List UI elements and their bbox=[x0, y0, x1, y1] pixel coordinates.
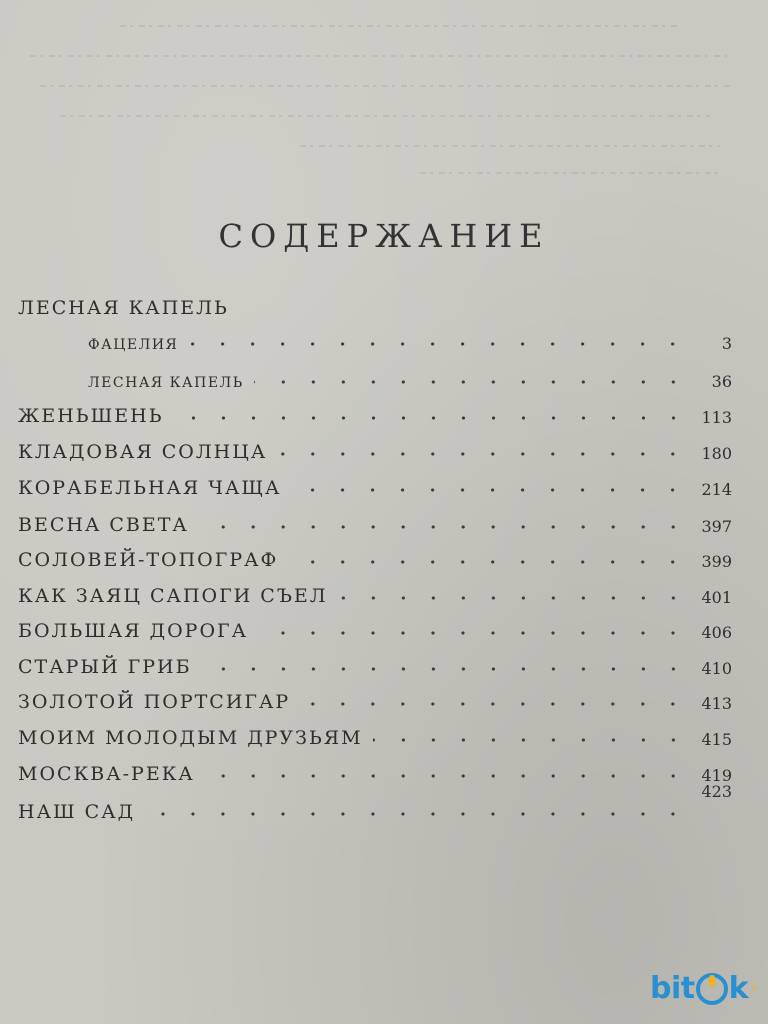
dot-leader bbox=[202, 665, 688, 673]
toc-entry-page: 413 bbox=[701, 694, 732, 713]
toc-entry-page: 36 bbox=[711, 372, 732, 391]
dot-leader bbox=[373, 736, 688, 744]
toc-entry-title: НАШ САД bbox=[18, 801, 136, 823]
spark-icon: ⚡ bbox=[747, 980, 761, 997]
toc-entry-page: 214 bbox=[701, 480, 732, 499]
toc-entry bbox=[18, 574, 732, 606]
dot-leader bbox=[145, 810, 688, 818]
section-title: ЛЕСНАЯ КАПЕЛЬ bbox=[18, 297, 229, 319]
toc-entry bbox=[18, 466, 732, 498]
toc-entry-page: 401 bbox=[701, 588, 732, 607]
toc-entry-title: БОЛЬШАЯ ДОРОГА bbox=[18, 620, 249, 642]
toc-entry-title: КАК ЗАЯЦ САПОГИ СЪЕЛ bbox=[18, 585, 328, 607]
toc-entry-title: ФАЦЕЛИЯ bbox=[88, 337, 179, 353]
toc-entry-title: МОИМ МОЛОДЫМ ДРУЗЬЯМ bbox=[18, 727, 363, 749]
toc-entry-title: КОРАБЕЛЬНАЯ ЧАЩА bbox=[18, 477, 282, 499]
dot-leader bbox=[205, 772, 688, 780]
toc-entry bbox=[18, 716, 732, 748]
page-title: СОДЕРЖАНИЕ bbox=[218, 217, 550, 256]
toc-entry-title: СТАРЫЙ ГРИБ bbox=[18, 656, 192, 678]
toc-entry-page: 410 bbox=[701, 659, 732, 678]
toc-entry bbox=[88, 358, 732, 390]
toc-entry bbox=[18, 752, 732, 784]
toc-entry-page: 180 bbox=[701, 444, 732, 463]
dot-leader bbox=[277, 450, 688, 458]
toc-entry bbox=[18, 782, 732, 823]
toc-entry-title: КЛАДОВАЯ СОЛНЦА bbox=[18, 441, 268, 463]
bleed-through-line bbox=[0, 18, 768, 34]
toc-entry-title: ЛЕСНАЯ КАПЕЛЬ bbox=[88, 375, 244, 391]
dot-leader bbox=[288, 558, 688, 566]
toc-entry bbox=[18, 645, 732, 677]
toc-entry bbox=[18, 680, 732, 712]
toc-entry-title: ЖЕНЬШЕНЬ bbox=[18, 405, 164, 427]
dot-leader bbox=[254, 378, 688, 386]
toc-entry bbox=[18, 503, 732, 535]
toc-entry-page: 397 bbox=[701, 517, 732, 536]
dot-leader bbox=[199, 523, 688, 531]
toc-entry bbox=[18, 609, 732, 641]
watermark-logo bbox=[650, 971, 761, 1006]
toc-entry-title: ВЕСНА СВЕТА bbox=[18, 514, 189, 536]
watermark-text-start: bit bbox=[650, 971, 695, 1006]
toc-entry-page: 3 bbox=[721, 334, 732, 353]
bleed-through-line bbox=[0, 165, 768, 181]
toc-entry bbox=[18, 430, 732, 462]
dot-leader bbox=[188, 340, 688, 348]
toc-entry bbox=[18, 538, 732, 570]
bleed-through-line bbox=[0, 108, 768, 124]
power-ring-icon bbox=[696, 973, 728, 1005]
toc-entry-page: 406 bbox=[701, 623, 732, 642]
dot-leader bbox=[291, 486, 688, 494]
toc-entry-page: 399 bbox=[701, 552, 732, 571]
dot-leader bbox=[300, 700, 688, 708]
toc-entry-title: ЗОЛОТОЙ ПОРТСИГАР bbox=[18, 691, 291, 713]
bleed-through-line bbox=[0, 78, 768, 94]
toc-entry bbox=[88, 320, 732, 352]
toc-entry-page: 419 bbox=[701, 766, 732, 785]
toc-entry-page: 113 bbox=[701, 408, 732, 427]
dot-leader bbox=[338, 594, 688, 602]
bleed-through-line bbox=[0, 48, 768, 64]
toc-entry bbox=[18, 394, 732, 426]
toc-entry-title: СОЛОВЕЙ-ТОПОГРАФ bbox=[18, 549, 279, 571]
bleed-through-line bbox=[0, 138, 768, 154]
watermark-text-end: k bbox=[728, 971, 749, 1006]
toc-section-heading bbox=[18, 290, 732, 318]
dot-leader bbox=[174, 414, 688, 422]
dot-leader bbox=[258, 629, 688, 637]
toc-entry-title: МОСКВА-РЕКА bbox=[18, 763, 195, 785]
toc-entry-page: 415 bbox=[701, 730, 732, 749]
toc-entry-page: 423 bbox=[701, 782, 732, 801]
